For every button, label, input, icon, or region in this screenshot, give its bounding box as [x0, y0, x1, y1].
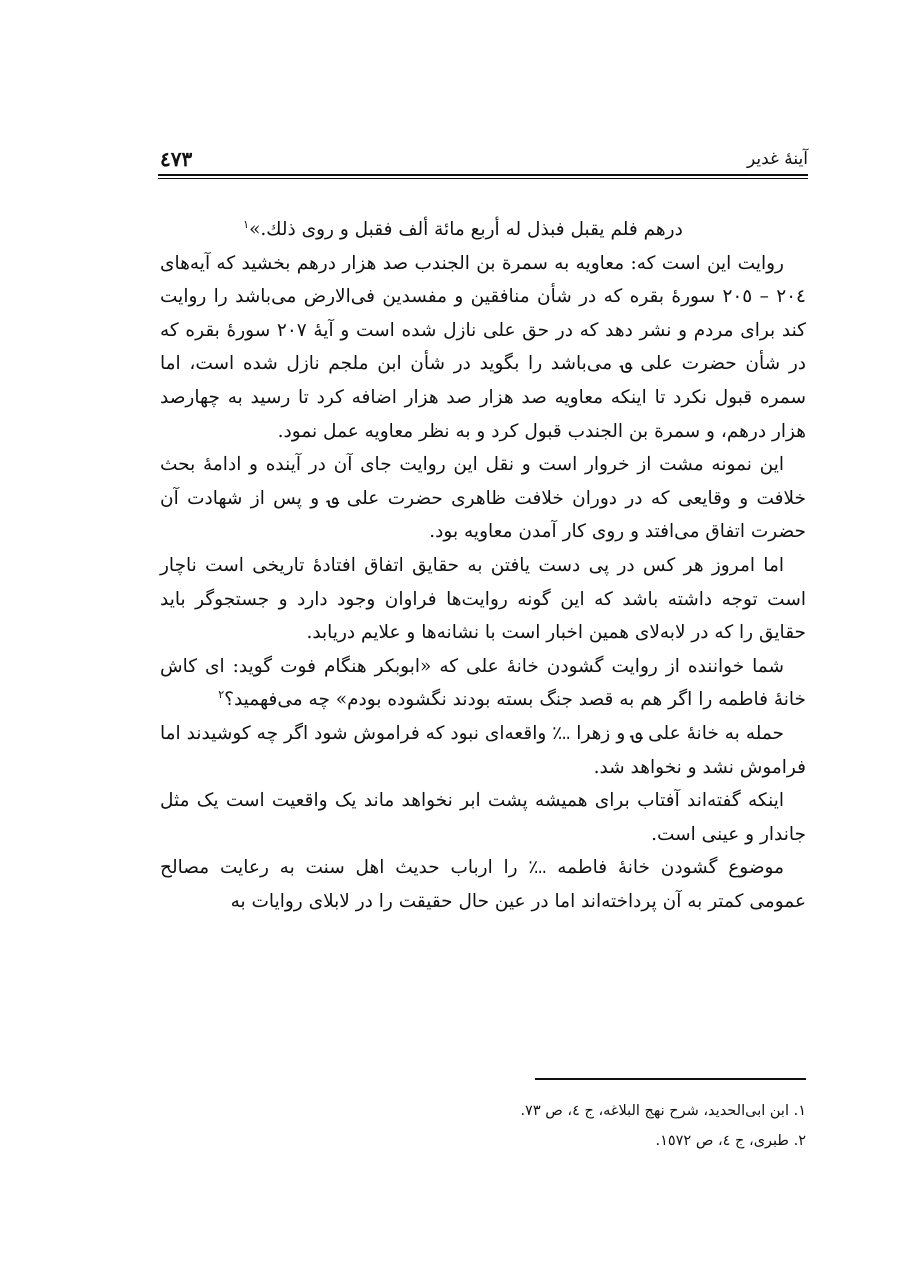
paragraph-5: حمله به خانهٔ علی ؈ و زهرا ؊ واقعه‌ای نبود که فراموش شود اگر چه کوشیدند اما فراموش نشد و نخواهد شد.: [160, 722, 806, 778]
header-title: آینهٔ غدیر: [746, 149, 808, 169]
paragraph-6: اینکه گفته‌اند آفتاب برای همیشه پشت ابر نخواهد ماند یک واقعیت است یک مثل جاندار و عینی است.: [160, 790, 806, 845]
header-rule-thin: [158, 178, 808, 179]
paragraph-7: موضوع گشودن خانهٔ فاطمه ؊ را ارباب حدیث اهل سنت به رعایت مصالح عمومی کمتر به آن پرداخته‌اند اما در عین حال حقیقت را در لابلای روایات به: [160, 857, 806, 912]
footnote-1: ١. ابن ابی‌الحدید، شرح نهج البلاغه، ج ٤، ص ٧٣.: [520, 1103, 806, 1119]
running-header: [160, 145, 808, 175]
body-text: [160, 213, 806, 918]
footnote-separator: [535, 1078, 806, 1080]
footnote-ref-2: ٢: [218, 688, 225, 702]
quote-line: [160, 213, 806, 247]
footnote-2: ٢. طبری، ج ٤، ص ١٥٧٢.: [655, 1133, 806, 1149]
paragraph-4: [160, 650, 806, 717]
footnote-ref-1: ١: [243, 217, 250, 231]
paragraph-1: روایت این است که: معاویه به سمرة بن الجندب صد هزار درهم بخشید که آیه‌های ٢٠٤ – ٢٠٥ سورهٔ بقره که در شأن منافقین و مفسدین فی‌الارض می‌باشد را روایت کند برای مردم و نشر دهد که در حق علی نازل شده است و آیهٔ ٢٠٧ سورهٔ بقره که در شأن حضرت علی ؈ می‌باشد را بگوید در شأن ابن ملجم نازل شده است، اما سمره قبول نکرد تا اینکه معاویه صد هزار صد هزار اضافه کرد تا رسید به چهارصد هزار درهم، و سمرة بن الجندب قبول کرد و به نظر معاویه عمل نمود.: [160, 252, 806, 442]
paragraph-3: اما امروز هر کس در پی دست یافتن به حقایق اتفاق افتادهٔ تاریخی است ناچار است توجه داشته باشد که این گونه روایت‌ها فراوان وجود دارد و جستجوگر باید حقایق را که در لابه‌لای همین اخبار است با نشانه‌ها و علایم دریابد.: [160, 554, 806, 644]
paragraph-4-text: شما خواننده از روایت گشودن خانهٔ علی که «ابوبکر هنگام فوت گوید: ای کاش خانهٔ فاطمه را اگر هم به قصد جنگ بسته بودند نگشوده بودم» چه می‌فهمید؟: [160, 655, 806, 711]
quote-text: درهم فلم یقبل فبذل له أربع مائة ألف فقبل و روی ذلك.»: [249, 219, 683, 240]
header-rule-thick: [158, 174, 808, 176]
footnotes: [160, 1096, 806, 1156]
paragraph-2: این نمونه مشت از خروار است و نقل این روایت جای آن در آینده و ادامهٔ بحث خلافت و وقایعی که در دوران خلافت ظاهری حضرت علی ؈ و پس از شهادت آن حضرت اتفاق می‌افتد و روی کار آمدن معاویه بود.: [160, 454, 806, 543]
page-number: ٤٧٣: [160, 147, 193, 171]
